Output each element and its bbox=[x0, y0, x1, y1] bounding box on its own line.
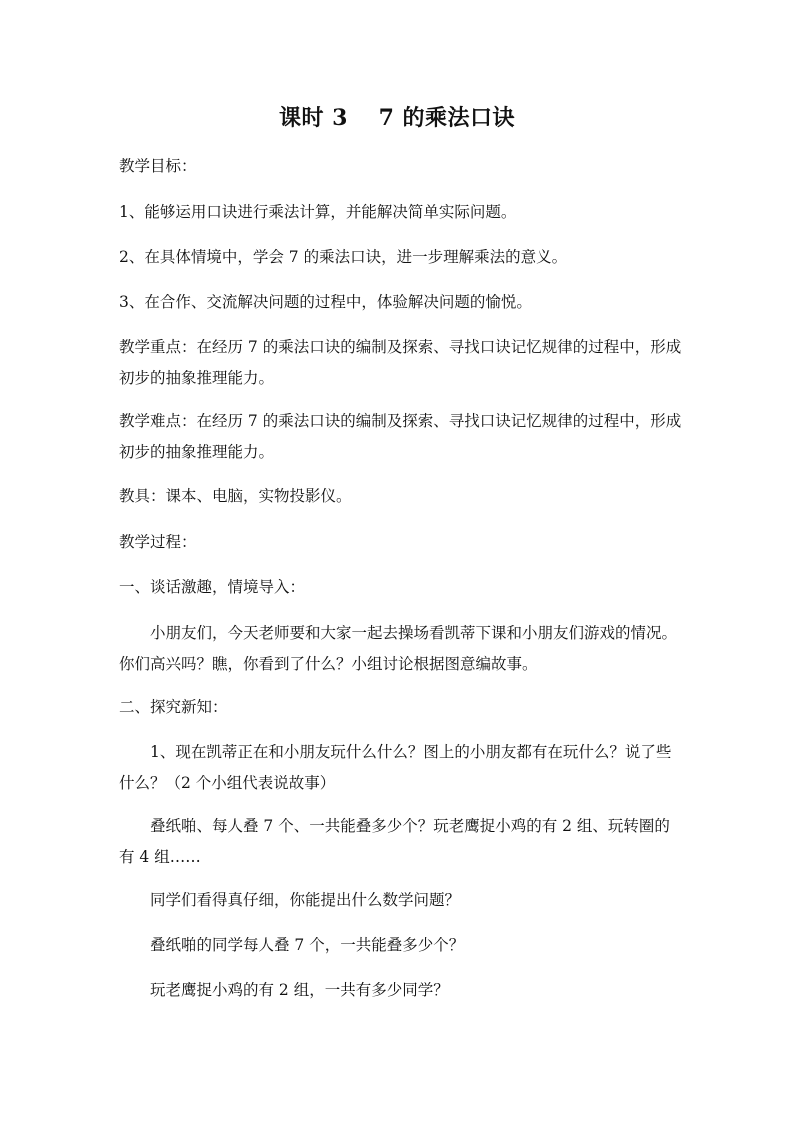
teaching-difficulty: 教学难点：在经历 7 的乘法口诀的编制及探索、寻找口诀记忆规律的过程中，形成初步的抽象推理能力。 bbox=[119, 412, 682, 461]
page-title: 课时 3 7 的乘法口诀 bbox=[278, 105, 516, 131]
objective-2: 2、在具体情境中，学会 7 的乘法口诀，进一步理解乘法的意义。 bbox=[119, 248, 568, 266]
objective-1: 1、能够运用口诀进行乘法计算，并能解决简单实际问题。 bbox=[119, 203, 517, 221]
teaching-objectives-heading: 教学目标： bbox=[119, 157, 197, 175]
question-eagle-game: 玩老鹰捉小鸡的有 2 组，一共有多少同学？ bbox=[150, 981, 449, 999]
teaching-focus: 教学重点：在经历 7 的乘法口诀的编制及探索、寻找口诀记忆规律的过程中，形成初步的抽象推理能力。 bbox=[119, 338, 682, 387]
explore-question-1: 1、现在凯蒂正在和小朋友玩什么什么？图上的小朋友都有在玩什么？说了些什么？（2 个小组代表说故事） bbox=[119, 743, 672, 792]
intro-paragraph: 小朋友们，今天老师要和大家一起去操场看凯蒂下课和小朋友们游戏的情况。你们高兴吗？瞧，你看到了什么？小组讨论根据图意编故事。 bbox=[119, 624, 678, 673]
question-paper-folding: 叠纸啪的同学每人叠 7 个，一共能叠多少个？ bbox=[150, 936, 465, 954]
teaching-process-heading: 教学过程： bbox=[119, 533, 197, 551]
math-question-prompt: 同学们看得真仔细，你能提出什么数学问题？ bbox=[150, 891, 461, 909]
story-paragraph: 叠纸啪、每人叠 7 个、一共能叠多少个？玩老鹰捉小鸡的有 2 组、玩转圈的有 4 组…… bbox=[119, 817, 670, 866]
section-2-heading: 二、探究新知： bbox=[119, 698, 228, 716]
objective-3: 3、在合作、交流解决问题的过程中，体验解决问题的愉悦。 bbox=[119, 293, 532, 311]
section-1-heading: 一、谈话激趣，情境导入： bbox=[119, 578, 306, 596]
teaching-aids: 教具：课本、电脑，实物投影仪。 bbox=[119, 487, 352, 505]
